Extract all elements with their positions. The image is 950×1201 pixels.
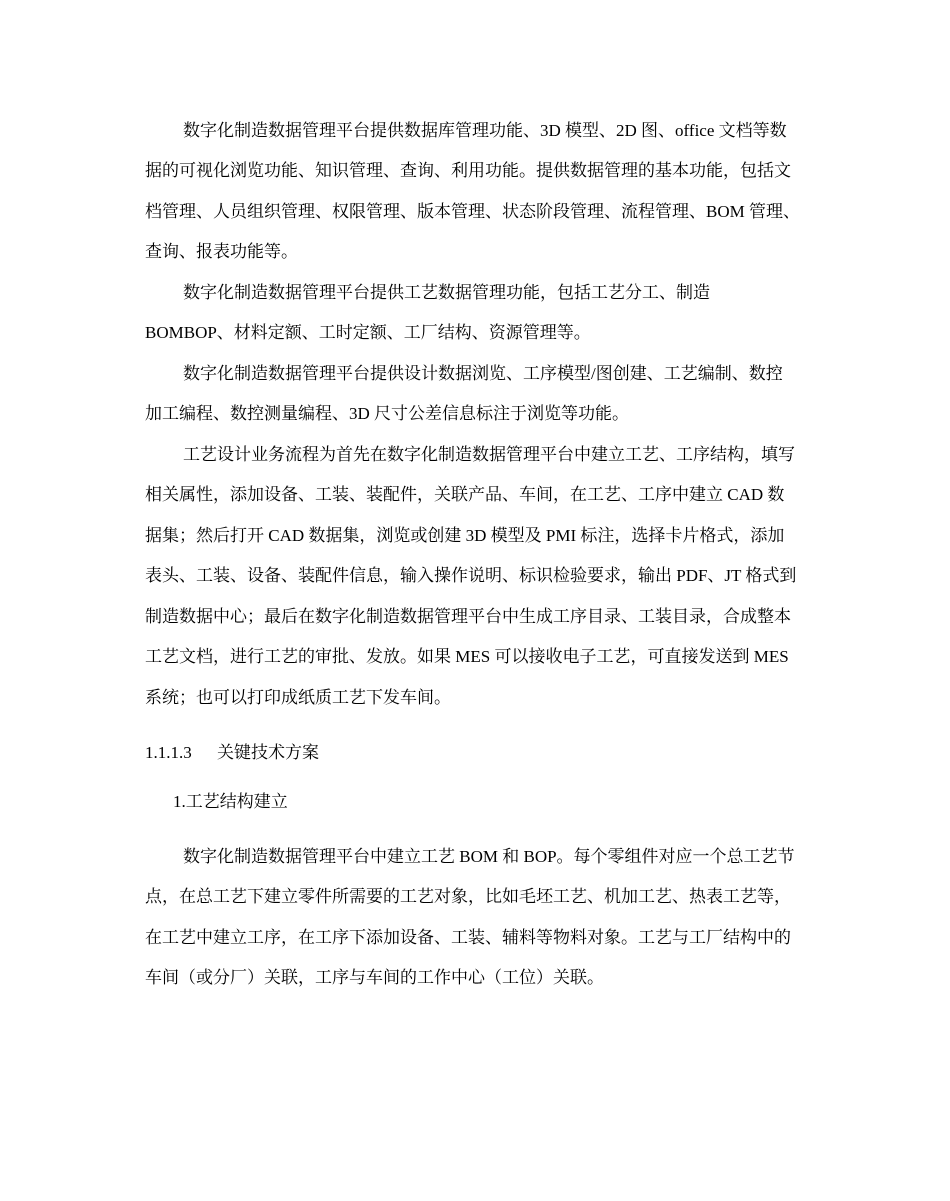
- paragraph-line: 车间（或分厂）关联，工序与车间的工作中心（工位）关联。: [145, 968, 604, 987]
- paragraph-line: 数字化制造数据管理平台提供数据库管理功能、3D 模型、2D 图、office 文档等数: [183, 121, 787, 140]
- paragraph-line: 表头、工装、设备、装配件信息，输入操作说明、标识检验要求，输出 PDF、JT 格式到: [145, 566, 797, 585]
- paragraph-line: 制造数据中心；最后在数字化制造数据管理平台中生成工序目录、工装目录，合成整本: [145, 607, 791, 626]
- paragraph-line: 据的可视化浏览功能、知识管理、查询、利用功能。提供数据管理的基本功能，包括文: [145, 161, 791, 180]
- paragraph-line: 工艺设计业务流程为首先在数字化制造数据管理平台中建立工艺、工序结构，填写: [183, 445, 795, 464]
- subheading: 1.工艺结构建立: [173, 792, 288, 811]
- paragraph-line: 据集；然后打开 CAD 数据集，浏览或创建 3D 模型及 PMI 标注，选择卡片格式，添加: [145, 526, 785, 545]
- paragraph-line: 档管理、人员组织管理、权限管理、版本管理、状态阶段管理、流程管理、BOM 管理、: [145, 202, 800, 221]
- paragraph-line: 点，在总工艺下建立零件所需要的工艺对象，比如毛坯工艺、机加工艺、热表工艺等，: [145, 887, 791, 906]
- paragraph-line: 系统；也可以打印成纸质工艺下发车间。: [145, 688, 451, 707]
- paragraph-line: 加工编程、数控测量编程、3D 尺寸公差信息标注于浏览等功能。: [145, 404, 630, 423]
- section-title: 关键技术方案: [217, 743, 319, 762]
- paragraph-line: 在工艺中建立工序，在工序下添加设备、工装、辅料等物料对象。工艺与工厂结构中的: [145, 928, 791, 947]
- section-number: 1.1.1.3: [145, 743, 192, 762]
- paragraph-line: 查询、报表功能等。: [145, 242, 298, 261]
- paragraph-line: 工艺文档，进行工艺的审批、发放。如果 MES 可以接收电子工艺，可直接发送到 MES: [145, 647, 789, 666]
- paragraph-line: BOMBOP、材料定额、工时定额、工厂结构、资源管理等。: [145, 323, 591, 342]
- paragraph-line: 数字化制造数据管理平台提供工艺数据管理功能，包括工艺分工、制造: [183, 283, 710, 302]
- paragraph-line: 数字化制造数据管理平台提供设计数据浏览、工序模型/图创建、工艺编制、数控: [183, 364, 783, 383]
- paragraph-line: 数字化制造数据管理平台中建立工艺 BOM 和 BOP。每个零组件对应一个总工艺节: [183, 847, 795, 866]
- paragraph-line: 相关属性，添加设备、工装、装配件，关联产品、车间，在工艺、工序中建立 CAD 数: [145, 485, 785, 504]
